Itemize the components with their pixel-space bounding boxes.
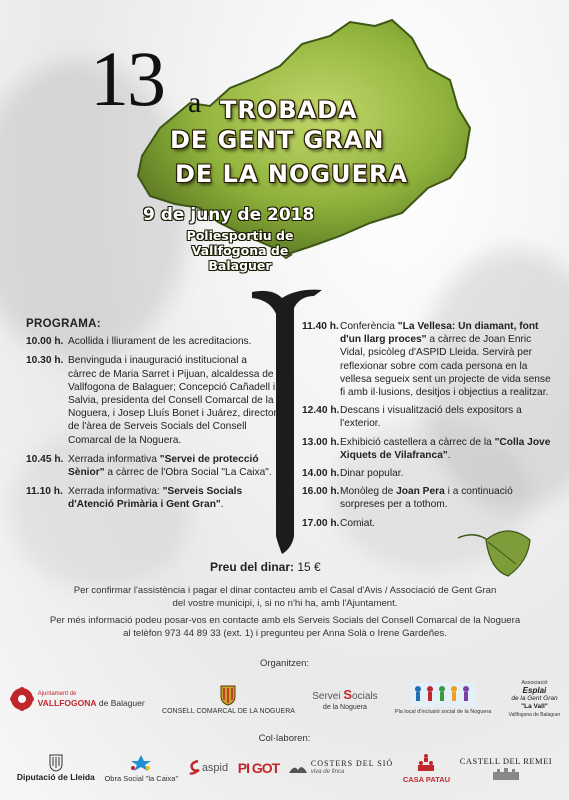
- pigot-name: PI GOT: [237, 760, 280, 776]
- program-time: 12.40 h.: [302, 405, 340, 417]
- diputacio-name: Diputació de Lleida: [16, 772, 95, 782]
- program-text-post: a càrrec de Joan Enric Vidal, psicòleg d'ASPID Lleida. Servirà per reflexionar sobre com cada persona en la vellesa segueix sent un projecte de vida sense fi amb il·lusions, desitjos i objectius a realitzar.: [340, 334, 551, 399]
- costers-name: COSTERS DEL SIÓ: [310, 759, 394, 768]
- logo-serveis-socials: [312, 687, 377, 711]
- vallfogona-name: VALLFOGONA: [37, 698, 97, 708]
- program-time: 10.30 h.: [26, 355, 64, 367]
- program-time: 17.00 h.: [302, 517, 340, 529]
- leaf-icon: [456, 520, 534, 580]
- vallfogona-rest: de Balaguer: [96, 698, 145, 708]
- program-text-post: .: [220, 499, 224, 511]
- hills-icon: [289, 762, 307, 774]
- program-text: Descans i visualització dels expositors a l'exterior.: [340, 405, 522, 430]
- program-item: [302, 320, 552, 399]
- costers-sub: viva de finca: [310, 769, 345, 775]
- aspid-name: aspid: [201, 762, 229, 774]
- coat-of-arms-icon: [219, 684, 237, 706]
- program-text: Benvinguda i inauguració institucional a càrrec de Maria Sarret i Pijuan, alcaldessa de Vallfogona de Balaguer; Concepció Cañadell i Salvia, presidenta del Consell Comarcal de la Noguera, i Josep Lluís Bonet i Juárez, director de l'àrea de Serveis Socials del Consell Comarcal de la Noguera.: [68, 355, 277, 446]
- program-text-post: a càrrec de l'Obra Social "La Caixa".: [104, 467, 272, 479]
- program-text-pre: Monòleg de: [340, 486, 397, 498]
- program-item: [302, 436, 552, 462]
- organizers-label: Organitzen:: [259, 658, 310, 669]
- logo-vallfogona: [9, 686, 145, 712]
- info-paragraph-2: [40, 614, 530, 640]
- info-line: Per més informació podeu posar-vos en contacte amb els Serveis Socials del Consell Comarcal de la Noguera: [49, 615, 521, 626]
- program-time: 10.45 h.: [26, 453, 64, 465]
- info-paragraph-1: [40, 584, 530, 610]
- event-venue: [160, 228, 320, 273]
- castle-icon: [491, 766, 521, 780]
- pla-caption: Pla local d'inclusió social de la Noguera: [394, 709, 492, 715]
- people-group-icon: [410, 683, 476, 707]
- program-item: [302, 467, 552, 480]
- collaborators-label: Col·laboren:: [258, 733, 311, 744]
- info-line: del vostre municipi, i, si no n'hi ha, amb l'Ajuntament.: [172, 598, 398, 609]
- serveis-s: S: [343, 687, 353, 702]
- logo-pigot: [238, 760, 279, 776]
- event-date: 9 de juny de 2018: [143, 205, 315, 225]
- program-text-bold: "Servei de protecció Sènior": [68, 453, 259, 479]
- program-time: 11.10 h.: [26, 486, 63, 498]
- serveis-word: Servei: [312, 691, 341, 702]
- venue-line-2: Vallfogona de Balaguer: [191, 243, 289, 273]
- logo-esplai: [509, 679, 561, 719]
- info-line: Per confirmar l'assistència i pagar el dinar contacteu amb el Casal d'Avis / Associació de Gent Gran: [73, 585, 497, 596]
- casapatau-name: CASA PATAU: [402, 774, 451, 784]
- logo-la-caixa: [104, 754, 178, 783]
- program-left-column: [26, 318, 278, 518]
- program-text: Dinar popular.: [340, 468, 404, 480]
- program-text-bold: Joan Pera: [396, 486, 445, 498]
- edition-suffix: a: [188, 86, 202, 119]
- logo-diputacio: [17, 754, 95, 782]
- program-item: [26, 485, 278, 511]
- program-time: 13.00 h.: [302, 436, 340, 448]
- logo-castell-del-remei: [460, 756, 552, 780]
- program-text-post: i a continuació sorpreses per a tothom.: [340, 486, 513, 511]
- esplai-assoc: Associació: [521, 680, 548, 686]
- shield-icon: [49, 754, 63, 772]
- program-heading: PROGRAMA:: [26, 318, 101, 330]
- info-line: al telèfon 973 44 89 33 (ext. 1) i pregunteu per Anna Solà o Irene Gardeñes.: [123, 628, 447, 639]
- title-line-1: TROBADA: [220, 96, 358, 124]
- program-text-pre: Conferència: [340, 321, 398, 332]
- program-item: [26, 335, 278, 348]
- castellers-icon: [414, 753, 438, 773]
- serveis-sub: de la Noguera: [322, 704, 367, 711]
- program-item: [26, 354, 278, 446]
- program-time: 11.40 h.: [302, 321, 339, 332]
- program-text-post: .: [447, 449, 451, 461]
- edition-number: 13: [90, 35, 164, 122]
- program-text: Comiat.: [340, 517, 376, 529]
- logo-costers-del-sio: [289, 759, 393, 777]
- program-text-bold: "Colla Jove Xiquets de Vilafranca": [340, 436, 551, 461]
- program-text-pre: Xerrada informativa: [68, 453, 160, 465]
- castell-name: CASTELL DEL REMEI: [459, 756, 553, 766]
- vallfogona-top: Ajuntament de: [37, 691, 77, 697]
- lunch-price: [210, 560, 321, 574]
- program-time: 10.00 h.: [26, 336, 64, 348]
- title-line-2: DE GENT GRAN: [170, 126, 385, 154]
- logo-pla-inclusio: [395, 683, 491, 715]
- esplai-name-3: "La Vall": [521, 703, 548, 710]
- esplai-name-1: Esplai: [522, 686, 547, 695]
- esplai-place: Vallfogona de Balaguer: [508, 712, 561, 718]
- esplai-name-2: de la Gent Gran: [511, 695, 558, 702]
- serveis-word-2: ocials: [352, 691, 378, 702]
- program-item: [302, 404, 552, 430]
- logo-casa-patau: [403, 753, 450, 784]
- venue-line-1: Poliesportiu de: [186, 228, 294, 243]
- program-time: 16.00 h.: [302, 486, 340, 498]
- star-icon: [128, 754, 154, 772]
- organizer-logos: [0, 673, 569, 725]
- program-text-pre: Xerrada informativa:: [68, 486, 163, 498]
- price-value: 15 €: [297, 560, 321, 574]
- program-item: [302, 485, 552, 511]
- program-right-column: [302, 320, 552, 535]
- program-text: Acollida i lliurament de les acreditacions.: [68, 336, 252, 348]
- logo-aspid: [188, 759, 228, 777]
- consell-name: CONSELL COMARCAL DE LA NOGUERA: [162, 707, 295, 715]
- title-line-3: DE LA NOGUERA: [175, 160, 409, 188]
- program-text-pre: Exhibició castellera a càrrec de la: [340, 436, 495, 448]
- lacaixa-name: Obra Social "la Caixa": [104, 773, 179, 783]
- program-text-bold: "La Vellesa: Un diamant, font d'un llarg proces": [340, 321, 539, 346]
- vallfogona-emblem-icon: [9, 686, 35, 712]
- price-label: Preu del dinar:: [210, 560, 295, 574]
- program-time: 14.00 h.: [302, 468, 340, 480]
- aspid-swirl-icon: [188, 759, 202, 777]
- logo-consell-comarcal: [162, 684, 295, 715]
- program-text-bold: "Serveis Socials d'Atenció Primària i Gent Gran": [68, 486, 243, 511]
- program-item: [26, 453, 278, 479]
- collaborator-logos: [0, 742, 569, 794]
